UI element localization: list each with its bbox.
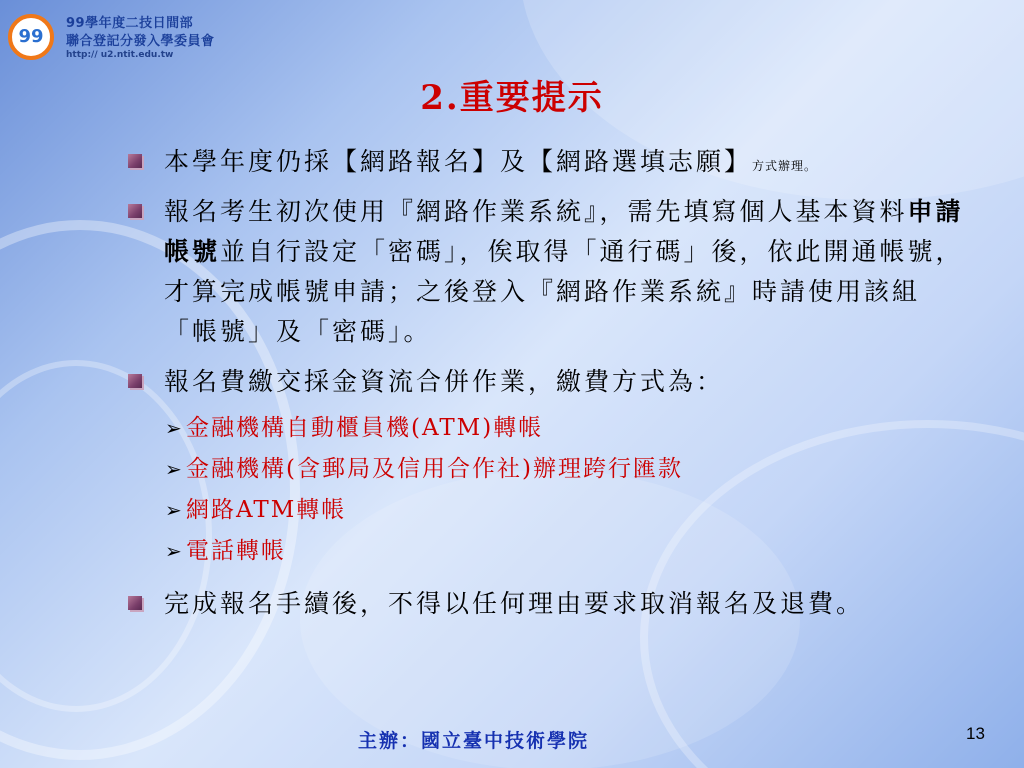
bullet-text-main: 本學年度仍採【網路報名】及【網路選填志願】 bbox=[164, 147, 753, 176]
bullet-square-icon bbox=[128, 596, 142, 610]
bullet-text-part-a: 報名考生初次使用『網路作業系統』，需先填寫個人基本資料 bbox=[164, 197, 908, 226]
payment-method-item bbox=[128, 531, 978, 572]
page-number: 13 bbox=[966, 724, 985, 743]
bullet-square-icon bbox=[128, 374, 142, 388]
payment-method-label: 金融機構(含郵局及信用合作社)辦理跨行匯款 bbox=[186, 456, 683, 482]
payment-method-label: 金融機構自動櫃員機(ATM)轉帳 bbox=[186, 415, 544, 441]
bullet-text bbox=[164, 142, 954, 186]
bullet-item bbox=[128, 142, 978, 186]
bullet-item bbox=[128, 362, 978, 402]
payment-method-label: 電話轉帳 bbox=[186, 538, 286, 564]
logo-line-1: 99學年度二技日間部 bbox=[66, 16, 194, 31]
bullet-text: 報名費繳交採金資流合併作業，繳費方式為： bbox=[164, 367, 725, 396]
bullet-square-icon bbox=[128, 154, 142, 168]
payment-method-item bbox=[128, 490, 978, 531]
bullet-text-small: 方式辦理。 bbox=[752, 159, 818, 173]
arrow-right-icon: ➢ bbox=[165, 498, 184, 522]
bullet-text bbox=[164, 192, 964, 352]
logo-url: http:// u2.ntit.edu.tw bbox=[66, 50, 174, 60]
payment-method-item bbox=[128, 408, 978, 449]
arrow-right-icon: ➢ bbox=[165, 457, 184, 481]
bullet-item bbox=[128, 192, 978, 352]
slide-content bbox=[128, 142, 978, 630]
bullet-text: 完成報名手續後，不得以任何理由要求取消報名及退費。 bbox=[164, 589, 865, 618]
logo-99-icon: 99 bbox=[8, 14, 54, 60]
arrow-right-icon: ➢ bbox=[165, 539, 184, 563]
bullet-text-part-b: 並自行設定「密碼」，俟取得「通行碼」後，依此開通帳號，才算完成帳號申請；之後登入『網路作業系統』時請使用該組「帳號」及「密碼」。 bbox=[164, 237, 964, 346]
bullet-text-bold: 申請帳號 bbox=[164, 197, 964, 266]
slide-title: 2.重要提示 bbox=[420, 78, 604, 118]
committee-logo bbox=[8, 8, 238, 64]
bullet-item bbox=[128, 584, 978, 624]
payment-method-label: 網路ATM轉帳 bbox=[186, 497, 347, 523]
payment-method-item bbox=[128, 449, 978, 490]
footer-organizer: 主辦：國立臺中技術學院 bbox=[358, 730, 590, 752]
bullet-square-icon bbox=[128, 204, 142, 218]
arrow-right-icon: ➢ bbox=[165, 416, 184, 440]
logo-line-2: 聯合登記分發入學委員會 bbox=[66, 34, 215, 49]
